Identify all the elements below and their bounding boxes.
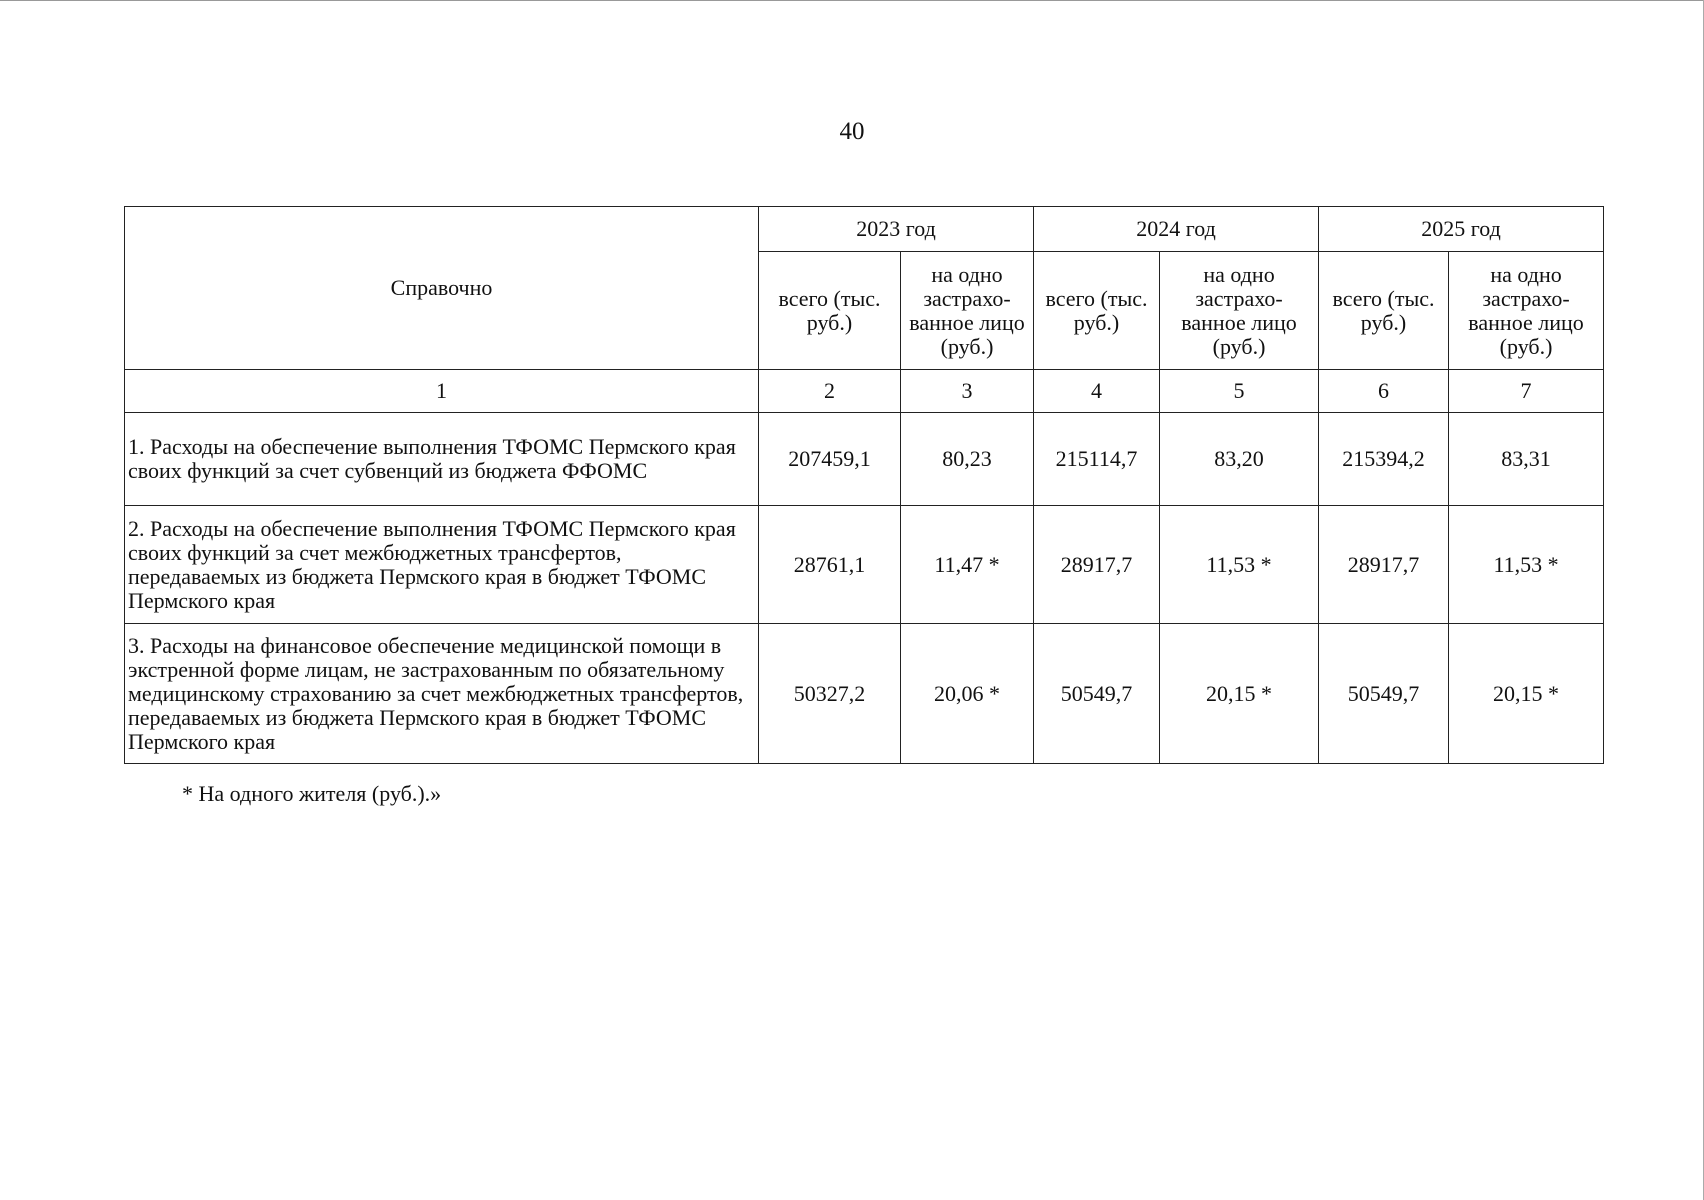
cell-total-2024: 215114,7 xyxy=(1034,413,1160,506)
cell-total-2024: 28917,7 xyxy=(1034,506,1160,624)
cell-total-2024: 50549,7 xyxy=(1034,624,1160,764)
cell-per-insured-2024: 11,53 * xyxy=(1160,506,1319,624)
cell-total-2023: 207459,1 xyxy=(759,413,901,506)
cell-per-insured-2025: 11,53 * xyxy=(1449,506,1604,624)
header-per-insured-2023: на одно застрахо-ванное лицо (руб.) xyxy=(901,252,1034,370)
cell-per-insured-2023: 11,47 * xyxy=(901,506,1034,624)
column-number: 6 xyxy=(1319,370,1449,413)
header-year-2024: 2024 год xyxy=(1034,207,1319,252)
column-number: 1 xyxy=(125,370,759,413)
header-total-2025: всего (тыс. руб.) xyxy=(1319,252,1449,370)
cell-per-insured-2025: 83,31 xyxy=(1449,413,1604,506)
budget-table xyxy=(124,206,1604,764)
cell-per-insured-2023: 80,23 xyxy=(901,413,1034,506)
table-row xyxy=(125,624,1604,764)
table-row xyxy=(125,413,1604,506)
header-reference: Справочно xyxy=(125,207,759,370)
cell-per-insured-2023: 20,06 * xyxy=(901,624,1034,764)
header-per-insured-2025: на одно застрахо-ванное лицо (руб.) xyxy=(1449,252,1604,370)
cell-per-insured-2025: 20,15 * xyxy=(1449,624,1604,764)
header-years-row xyxy=(125,207,1604,252)
header-total-2023: всего (тыс. руб.) xyxy=(759,252,901,370)
header-per-insured-2024: на одно застрахо-ванное лицо (руб.) xyxy=(1160,252,1319,370)
header-total-2024: всего (тыс. руб.) xyxy=(1034,252,1160,370)
cell-total-2025: 28917,7 xyxy=(1319,506,1449,624)
column-number: 2 xyxy=(759,370,901,413)
column-number: 3 xyxy=(901,370,1034,413)
cell-per-insured-2024: 20,15 * xyxy=(1160,624,1319,764)
column-numbers-row xyxy=(125,370,1604,413)
cell-total-2023: 28761,1 xyxy=(759,506,901,624)
table-row xyxy=(125,506,1604,624)
cell-per-insured-2024: 83,20 xyxy=(1160,413,1319,506)
row-label: 1. Расходы на обеспечение выполнения ТФОМС Пермского края своих функций за счет субвенций из бюджета ФФОМС xyxy=(125,413,759,506)
column-number: 5 xyxy=(1160,370,1319,413)
row-label: 2. Расходы на обеспечение выполнения ТФОМС Пермского края своих функций за счет межбюджетных трансфертов, передаваемых из бюджета Пермского края в бюджет ТФОМС Пермского края xyxy=(125,506,759,624)
column-number: 4 xyxy=(1034,370,1160,413)
footnote: * На одного жителя (руб.).» xyxy=(182,781,442,806)
header-year-2023: 2023 год xyxy=(759,207,1034,252)
column-number: 7 xyxy=(1449,370,1604,413)
cell-total-2025: 50549,7 xyxy=(1319,624,1449,764)
row-label: 3. Расходы на финансовое обеспечение медицинской помощи в экстренной форме лицам, не застрахованным по обязательному медицинскому страхованию за счет межбюджетных трансфертов, передаваемых из бюджета Пермского края в бюджет ТФОМС Пермского края xyxy=(125,624,759,764)
header-year-2025: 2025 год xyxy=(1319,207,1604,252)
cell-total-2023: 50327,2 xyxy=(759,624,901,764)
scan-edge-top xyxy=(0,0,1704,1)
cell-total-2025: 215394,2 xyxy=(1319,413,1449,506)
page-number: 40 xyxy=(839,118,865,145)
